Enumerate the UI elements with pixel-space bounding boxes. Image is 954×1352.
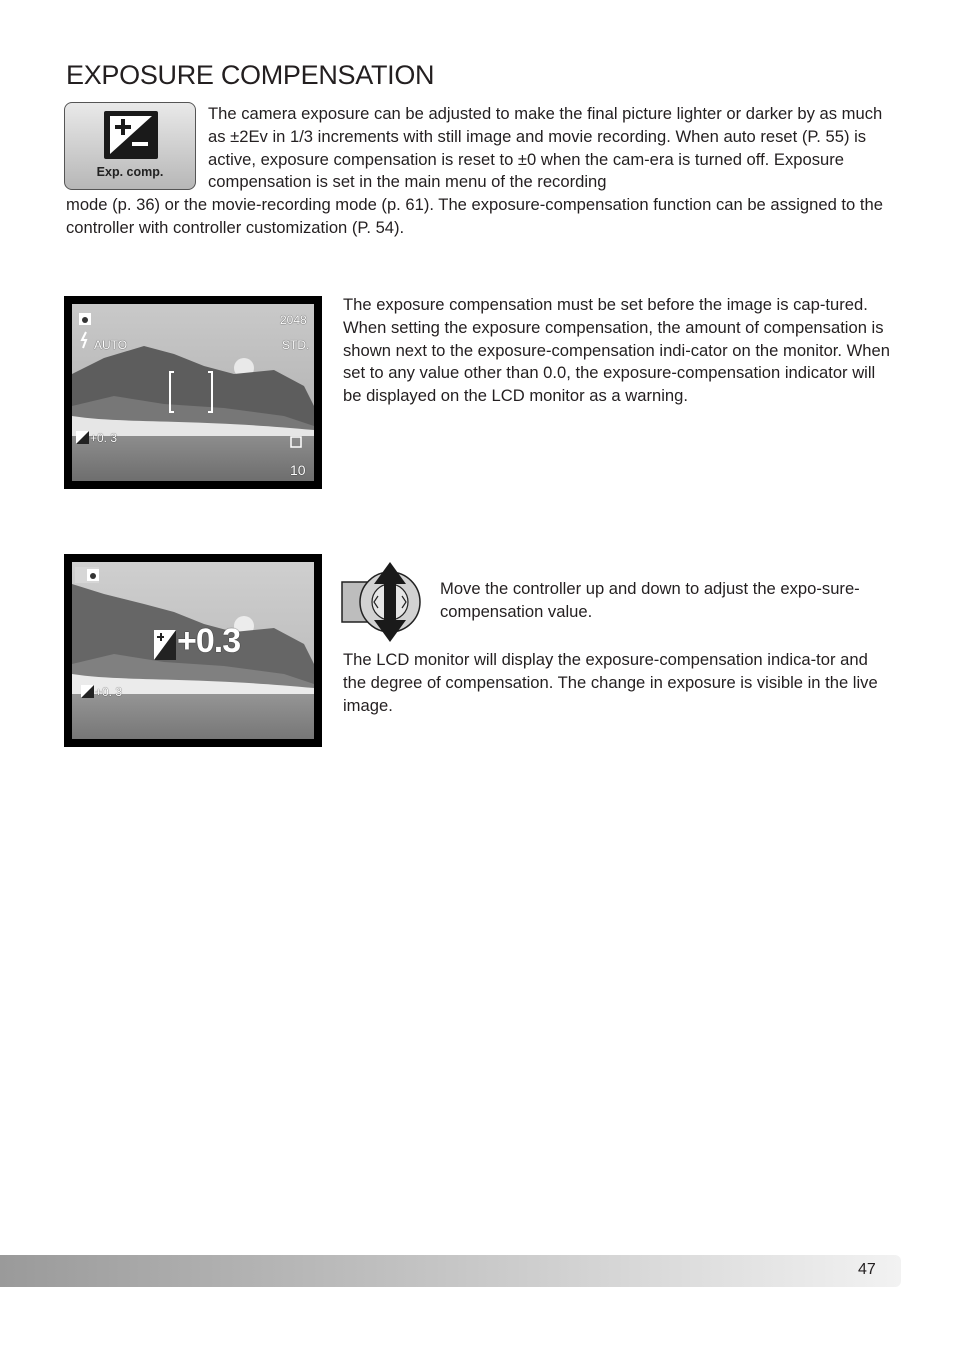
ev-value-indicator: +0. 3 (90, 431, 118, 445)
exposure-compensation-icon (104, 111, 158, 159)
controller-up-down-icon (340, 560, 432, 644)
ev-value-small: +0. 3 (95, 685, 123, 699)
footer-bar (0, 1255, 901, 1287)
exp-comp-button (64, 102, 196, 190)
intro-paragraph-wrap: The camera exposure can be adjusted to make the final picture lighter or darker by as much as ±2Ev in 1/3 increments with still image and movie recording. When auto reset (P. 55) is active, exposure compensation is reset to ±0 when the cam-era is turned off. Exposure compensation is set in the main menu of the recording (208, 104, 883, 192)
lcd-monitor-warning (64, 296, 322, 489)
quality-indicator: STD. (282, 338, 310, 352)
warning-paragraph: The exposure compensation must be set before the image is cap-tured. When setting the exposure compensation, the amount of compensation is shown next to the exposure-compensation indi-cator on the monitor. When set to any value other than 0.0, the exposure-compensation indicator will be displayed on the LCD monitor as a warning. (343, 295, 890, 406)
page-title: EXPOSURE COMPENSATION (66, 60, 435, 90)
move-controller-paragraph: Move the controller up and down to adjust the expo-sure-compensation value. (440, 579, 860, 621)
frame-counter: 10 (290, 462, 306, 478)
resolution-indicator: 2048 (280, 313, 307, 327)
lcd-display-paragraph: The LCD monitor will display the exposure-compensation indica-tor and the degree of compensation. The change in exposure is visible in the live image. (343, 650, 878, 715)
intro-paragraph-full: mode (p. 36) or the movie-recording mode (p. 61). The exposure-compensation function can be assigned to the controller with controller customization (P. 54). (66, 195, 883, 237)
lcd-monitor-adjust (64, 554, 322, 747)
ev-value-large: +0.3 (177, 622, 241, 660)
page-number: 47 (858, 1261, 876, 1278)
flash-mode-indicator: AUTO (94, 338, 128, 352)
exp-comp-label: Exp. comp. (96, 165, 164, 179)
